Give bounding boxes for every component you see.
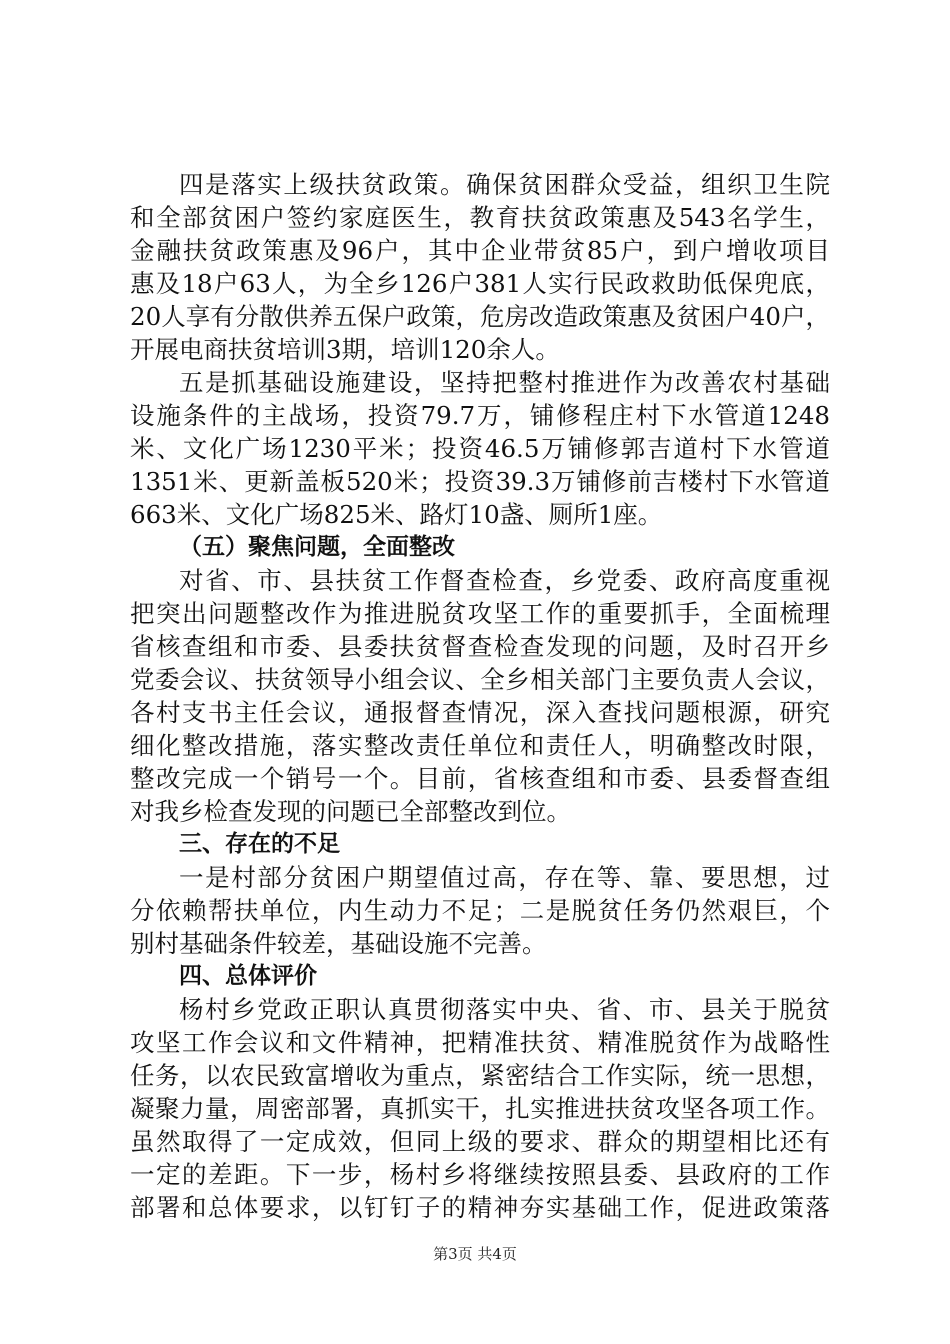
paragraph-line: 1351米、更新盖板520米；投资39.3万铺修前吉楼村下水管道 xyxy=(130,467,830,496)
paragraph-line: 把突出问题整改作为推进脱贫攻坚工作的重要抓手，全面梳理 xyxy=(130,599,830,628)
paragraph-line: 开展电商扶贫培训3期，培训120余人。 xyxy=(130,335,560,364)
paragraph-line: 米、文化广场1230平米；投资46.5万铺修郭吉道村下水管道 xyxy=(130,434,830,463)
paragraph-line: 省核查组和市委、县委扶贫督查检查发现的问题，及时召开乡 xyxy=(130,632,830,661)
paragraph-line: 各村支书主任会议，通报督查情况，深入查找问题根源，研究 xyxy=(130,698,830,727)
paragraph-first-line: 杨村乡党政正职认真贯彻落实中央、省、市、县关于脱贫 xyxy=(179,995,830,1024)
paragraph-first-line: 四是落实上级扶贫政策。确保贫困群众受益，组织卫生院 xyxy=(179,170,830,199)
paragraph-line: 663米、文化广场825米、路灯10盏、厕所1座。 xyxy=(130,500,663,529)
paragraph-line: 20人享有分散供养五保户政策，危房改造政策惠及贫困户40户， xyxy=(130,302,830,331)
paragraph-line: 整改完成一个销号一个。目前，省核查组和市委、县委督查组 xyxy=(130,764,830,793)
section-heading: （五）聚焦问题，全面整改 xyxy=(179,534,455,560)
paragraph-line: 和全部贫困户签约家庭医生，教育扶贫政策惠及543名学生， xyxy=(130,203,830,232)
document-body xyxy=(130,168,830,1224)
paragraph-first-line: 对省、市、县扶贫工作督查检查，乡党委、政府高度重视 xyxy=(179,566,830,595)
section-heading: 四、总体评价 xyxy=(179,963,317,989)
page-footer: 第3页 共4页 xyxy=(433,1245,517,1263)
paragraph-line: 金融扶贫政策惠及96户，其中企业带贫85户，到户增收项目 xyxy=(130,236,830,265)
paragraph-line: 细化整改措施，落实整改责任单位和责任人，明确整改时限， xyxy=(130,731,830,760)
paragraph-line: 惠及18户63人，为全乡126户381人实行民政救助低保兜底， xyxy=(130,269,830,298)
paragraph-line: 虽然取得了一定成效，但同上级的要求、群众的期望相比还有 xyxy=(130,1127,830,1156)
paragraph-line: 攻坚工作会议和文件精神，把精准扶贫、精准脱贫作为战略性 xyxy=(130,1028,830,1057)
paragraph-line: 别村基础条件较差，基础设施不完善。 xyxy=(130,929,547,958)
paragraph-line: 对我乡检查发现的问题已全部整改到位。 xyxy=(130,797,571,826)
paragraph-line: 部署和总体要求，以钉钉子的精神夯实基础工作，促进政策落 xyxy=(130,1193,830,1222)
paragraph-line: 凝聚力量，周密部署，真抓实干，扎实推进扶贫攻坚各项工作。 xyxy=(130,1094,830,1123)
paragraph-line: 设施条件的主战场，投资79.7万，铺修程庄村下水管道1248 xyxy=(130,401,830,430)
paragraph-first-line: 五是抓基础设施建设，坚持把整村推进作为改善农村基础 xyxy=(179,368,830,397)
paragraph-line: 分依赖帮扶单位，内生动力不足；二是脱贫任务仍然艰巨，个 xyxy=(130,896,830,925)
paragraph-line: 一定的差距。下一步，杨村乡将继续按照县委、县政府的工作 xyxy=(130,1160,830,1189)
paragraph-first-line: 一是村部分贫困户期望值过高，存在等、靠、要思想，过 xyxy=(179,863,830,892)
paragraph-line: 党委会议、扶贫领导小组会议、全乡相关部门主要负责人会议， xyxy=(130,665,830,694)
section-heading: 三、存在的不足 xyxy=(179,831,340,857)
paragraph-line: 任务，以农民致富增收为重点，紧密结合工作实际，统一思想， xyxy=(130,1061,830,1090)
